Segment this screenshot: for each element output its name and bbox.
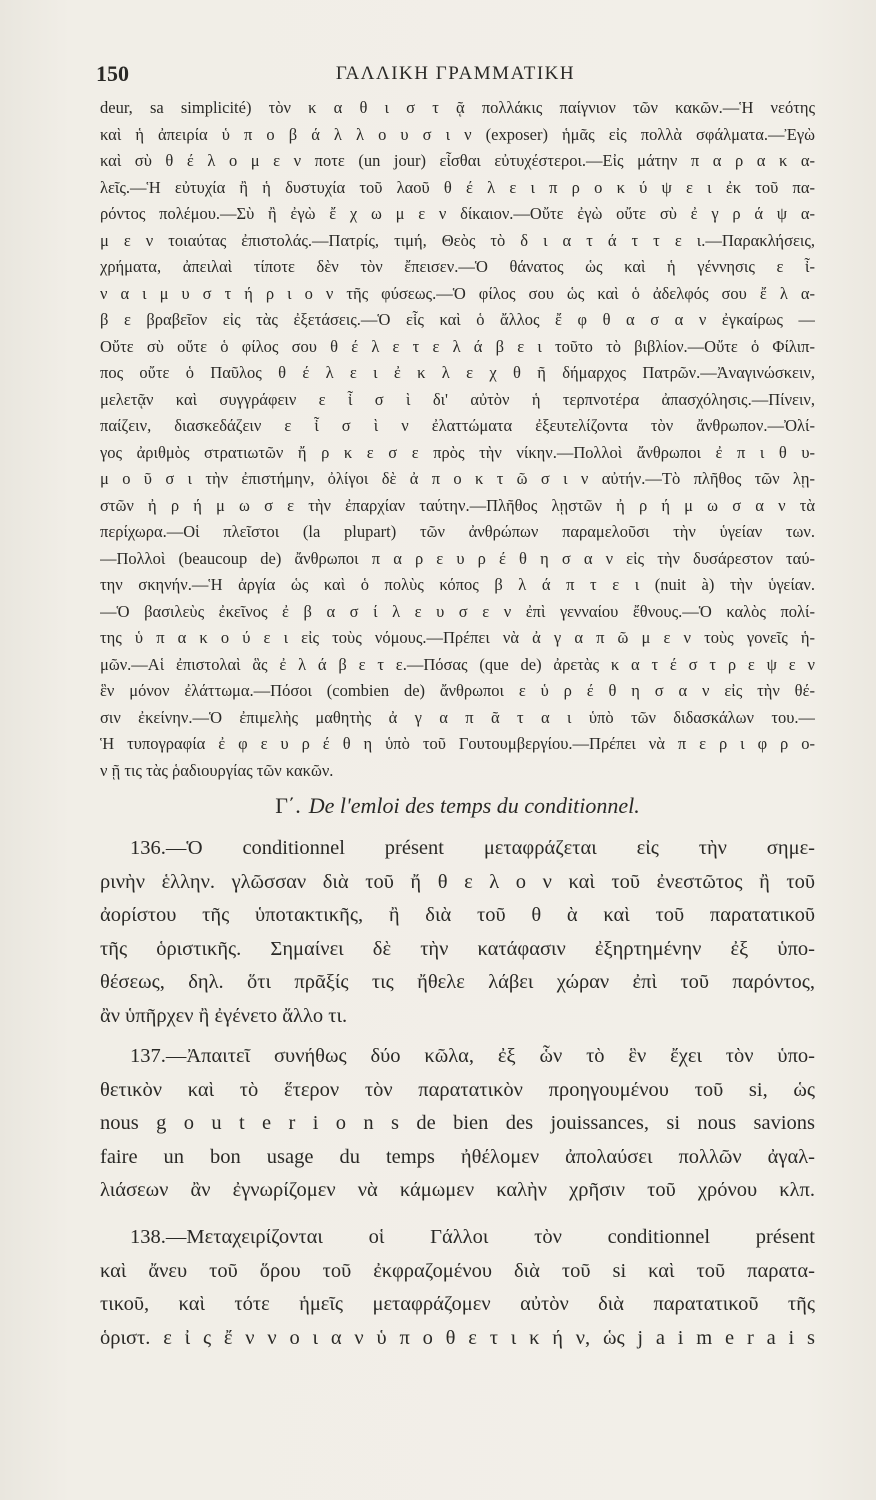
text-line: deur, sa simplicité) τὸν κ α θ ι σ τ ᾷ πολλάκις παίγνιον τῶν κακῶν.—Ἡ νεότης: [100, 98, 815, 117]
text-line: —Ὁ βασιλεὺς ἐκεῖνος ἐ β α σ ί λ ε υ σ ε ν ἐπὶ γενναίου ἔθνους.—Ὁ καλὸς πολί-: [100, 601, 815, 621]
text-line: ὁριστ. ε ἰ ς ἔ ν ν ο ι α ν ὑ π ο θ ε τ ι κ ή ν, ὡς j a i m e r a i s: [100, 1326, 815, 1349]
text-line: 138.—Μεταχειρίζονται οἱ Γάλλοι τὸν conditionnel présent: [130, 1226, 815, 1248]
text-line: θέσεως, δηλ. ὅτι πρᾶξίς τις ἤθελε λάβει χώραν ἐπὶ τοῦ παρόντος,: [100, 971, 815, 993]
text-line: ἂν ὑπῆρχεν ἢ ἐγένετο ἄλλο τι.: [100, 1004, 348, 1027]
text-line: καὶ ἡ ἀπειρία ὑ π ο β ά λ λ ο υ σ ι ν (exposer) ἡμᾶς εἰς πολλὰ σφάλματα.—Ἐγὼ: [100, 124, 815, 144]
text-line: Οὔτε σὺ οὔτε ὁ φίλος σου θ έ λ ε τ ε λ ά β ε ι τοῦτο τὸ βιβλίον.—Οὔτε ὁ Φίλιπ-: [100, 336, 815, 356]
text-line: ἀορίστου τῆς ὑποτακτικῆς, ἢ διὰ τοῦ θ ὰ καὶ τοῦ παρατατικοῦ: [100, 904, 815, 926]
text-line: ρόντος πολέμου.—Σὺ ἢ ἐγὼ ἔ χ ω μ ε ν δίκαιον.—Οὔτε ἐγὼ οὔτε σὺ ἐ γ ρ ά ψ α-: [100, 204, 815, 223]
text-line: παίζειν, διασκεδάζειν ε ἶ σ ὶ ν ἐλαττώματα ἐξευτελίζοντα τὸν ἄνθρωπον.—Ὀλί-: [100, 416, 815, 435]
paragraph-137: [100, 1040, 815, 1208]
text-line: καὶ σὺ θ έ λ ο μ ε ν ποτε (un jour) εἶσθαι εὐτυχέστεροι.—Εἰς μάτην π α ρ α κ α-: [100, 151, 815, 170]
text-line: ἓν μόνον ἐλάττωμα.—Πόσοι (combien de) ἄνθρωποι ε ὑ ρ έ θ η σ α ν εἰς τὴν θέ-: [100, 681, 815, 700]
text-line: καὶ ἄνευ τοῦ ὅρου τοῦ ἐκφραζομένου διὰ τοῦ si καὶ τοῦ παρατα-: [100, 1259, 815, 1282]
text-line: ν ῇ τις τὰς ῥαδιουργίας τῶν κακῶν.: [100, 760, 334, 780]
paragraph-138: [100, 1221, 815, 1355]
text-line: μῶν.—Αἱ ἐπιστολαὶ ἃς ἐ λ ά β ε τ ε.—Πόσας (que de) ἀρετὰς κ α τ έ σ τ ρ ε ψ ε ν: [100, 654, 815, 674]
text-line: τῆς ὁριστικῆς. Σημαίνει δὲ τὴν κατάφασιν ἐξηρτημένην ἐξ ὑπο-: [100, 937, 815, 960]
text-line: nous g o u t e r i o n s de bien des jouissances, si nous savions: [100, 1112, 815, 1134]
text-line: μελετᾷν καὶ συγγράφειν ε ἶ σ ὶ δι' αὐτὸν ἡ τερπνοτέρα ἀπασχόλησις.—Πίνειν,: [100, 389, 815, 409]
text-line: β ε βραβεῖον εἰς τὰς ἐξετάσεις.—Ὁ εἷς καὶ ὁ ἄλλος ἔ φ θ α σ α ν ἐγκαίρως —: [100, 310, 815, 329]
section-title: De l'emloi des temps du conditionnel.: [308, 793, 640, 818]
exercise-text: [100, 95, 815, 784]
section-number: Γ΄.: [275, 793, 301, 818]
text-line: χρήματα, ἀπειλαὶ τίποτε δὲν τὸν ἔπεισεν.—Ὁ θάνατος ὡς καὶ ἡ γέννησις ε ἶ-: [100, 257, 815, 276]
text-line: τικοῦ, καὶ τότε ἡμεῖς μεταφράζομεν αὐτὸν διὰ παρατατικοῦ τῆς: [100, 1293, 815, 1315]
text-line: θετικὸν καὶ τὸ ἕτερον τὸν παρατατικὸν προηγουμένου τοῦ si, ὡς: [100, 1078, 815, 1101]
text-line: την σκηνήν.—Ἡ ἀργία ὡς καὶ ὁ πολὺς κόπος β λ ά π τ ε ι (nuit à) τὴν ὑγείαν.: [100, 575, 815, 594]
text-line: μ ε ν τοιαύτας ἐπιστολάς.—Πατρίς, τιμή, Θεὸς τὸ δ ι α τ ά τ τ ε ι.—Παρακλήσεις,: [100, 230, 815, 250]
section-heading: [100, 790, 815, 822]
text-line: της ὑ π α κ ο ύ ε ι εἰς τοὺς νόμους.—Πρέπει νὰ ἀ γ α π ῶ μ ε ν τοὺς γονεῖς ἡ-: [100, 628, 815, 647]
text-line: μ ο ῦ σ ι τὴν ἐπιστήμην, ὀλίγοι δὲ ἀ π ο κ τ ῶ σ ι ν αὐτήν.—Τὸ πλῆθος τῶν λῃ-: [100, 469, 815, 488]
paragraph-136: [100, 832, 815, 1033]
text-line: στῶν ἠ ρ ή μ ω σ ε τὴν ἐπαρχίαν ταύτην.—Πλῆθος λῃστῶν ἠ ρ ή μ ω σ α ν τὰ: [100, 495, 815, 515]
running-title: ΓΑΛΛΙΚΗ ΓΡΑΜΜΑΤΙΚΗ: [335, 63, 576, 84]
text-line: λεῖς.—Ἡ εὐτυχία ἢ ἡ δυστυχία τοῦ λαοῦ θ έ λ ε ι π ρ ο κ ύ ψ ε ι ἐκ τοῦ πα-: [100, 177, 815, 197]
text-line: περίχωρα.—Οἱ πλεῖστοι (la plupart) τῶν ἀνθρώπων παραμελοῦσι τὴν ὑγείαν των.: [100, 522, 815, 541]
page-header: [96, 58, 815, 90]
text-line: 137.—Ἀπαιτεῖ συνήθως δύο κῶλα, ἐξ ὧν τὸ ἓν ἔχει τὸν ὑπο-: [130, 1045, 815, 1067]
text-line: Ἡ τυπογραφία ἐ φ ε υ ρ έ θ η ὑπὸ τοῦ Γουτουμβεργίου.—Πρέπει νὰ π ε ρ ι φ ρ ο-: [100, 734, 815, 753]
text-line: 136.—Ὁ conditionnel présent μεταφράζεται εἰς τὴν σημε-: [130, 837, 815, 859]
text-line: γος ἀριθμὸς στρατιωτῶν ἤ ρ κ ε σ ε πρὸς τὴν νίκην.—Πολλοὶ ἄνθρωποι ἐ π ι θ υ-: [100, 442, 815, 462]
page-number: 150: [96, 61, 129, 86]
text-line: faire un bon usage du temps ἠθέλομεν ἀπολαύσει πολλῶν ἀγαλ-: [100, 1145, 815, 1168]
text-line: σιν ἐκείνην.—Ὁ ἐπιμελὴς μαθητὴς ἀ γ α π ᾶ τ α ι ὑπὸ τῶν διδασκάλων του.—: [100, 707, 815, 727]
text-line: ν α ι μ υ σ τ ή ρ ι ο ν τῆς φύσεως.—Ὁ φίλος σου ὡς καὶ ὁ ἀδελφός σου ἔ λ α-: [100, 283, 815, 303]
text-line: πος οὔτε ὁ Παῦλος θ έ λ ε ι ἐ κ λ ε χ θ ῆ δήμαρχος Πατρῶν.—Ἀναγινώσκειν,: [100, 363, 815, 382]
text-line: ρινὴν ἑλλην. γλῶσσαν διὰ τοῦ ἤ θ ε λ ο ν καὶ τοῦ ἐνεστῶτος ἢ τοῦ: [100, 870, 815, 893]
text-line: —Πολλοὶ (beaucoup de) ἄνθρωποι π α ρ ε υ ρ έ θ η σ α ν εἰς τὴν δυσάρεστον ταύ-: [100, 548, 815, 568]
text-line: λιάσεων ἂν ἐγνωρίζομεν νὰ κάμωμεν καλὴν χρῆσιν τοῦ χρόνου κλπ.: [100, 1179, 815, 1201]
